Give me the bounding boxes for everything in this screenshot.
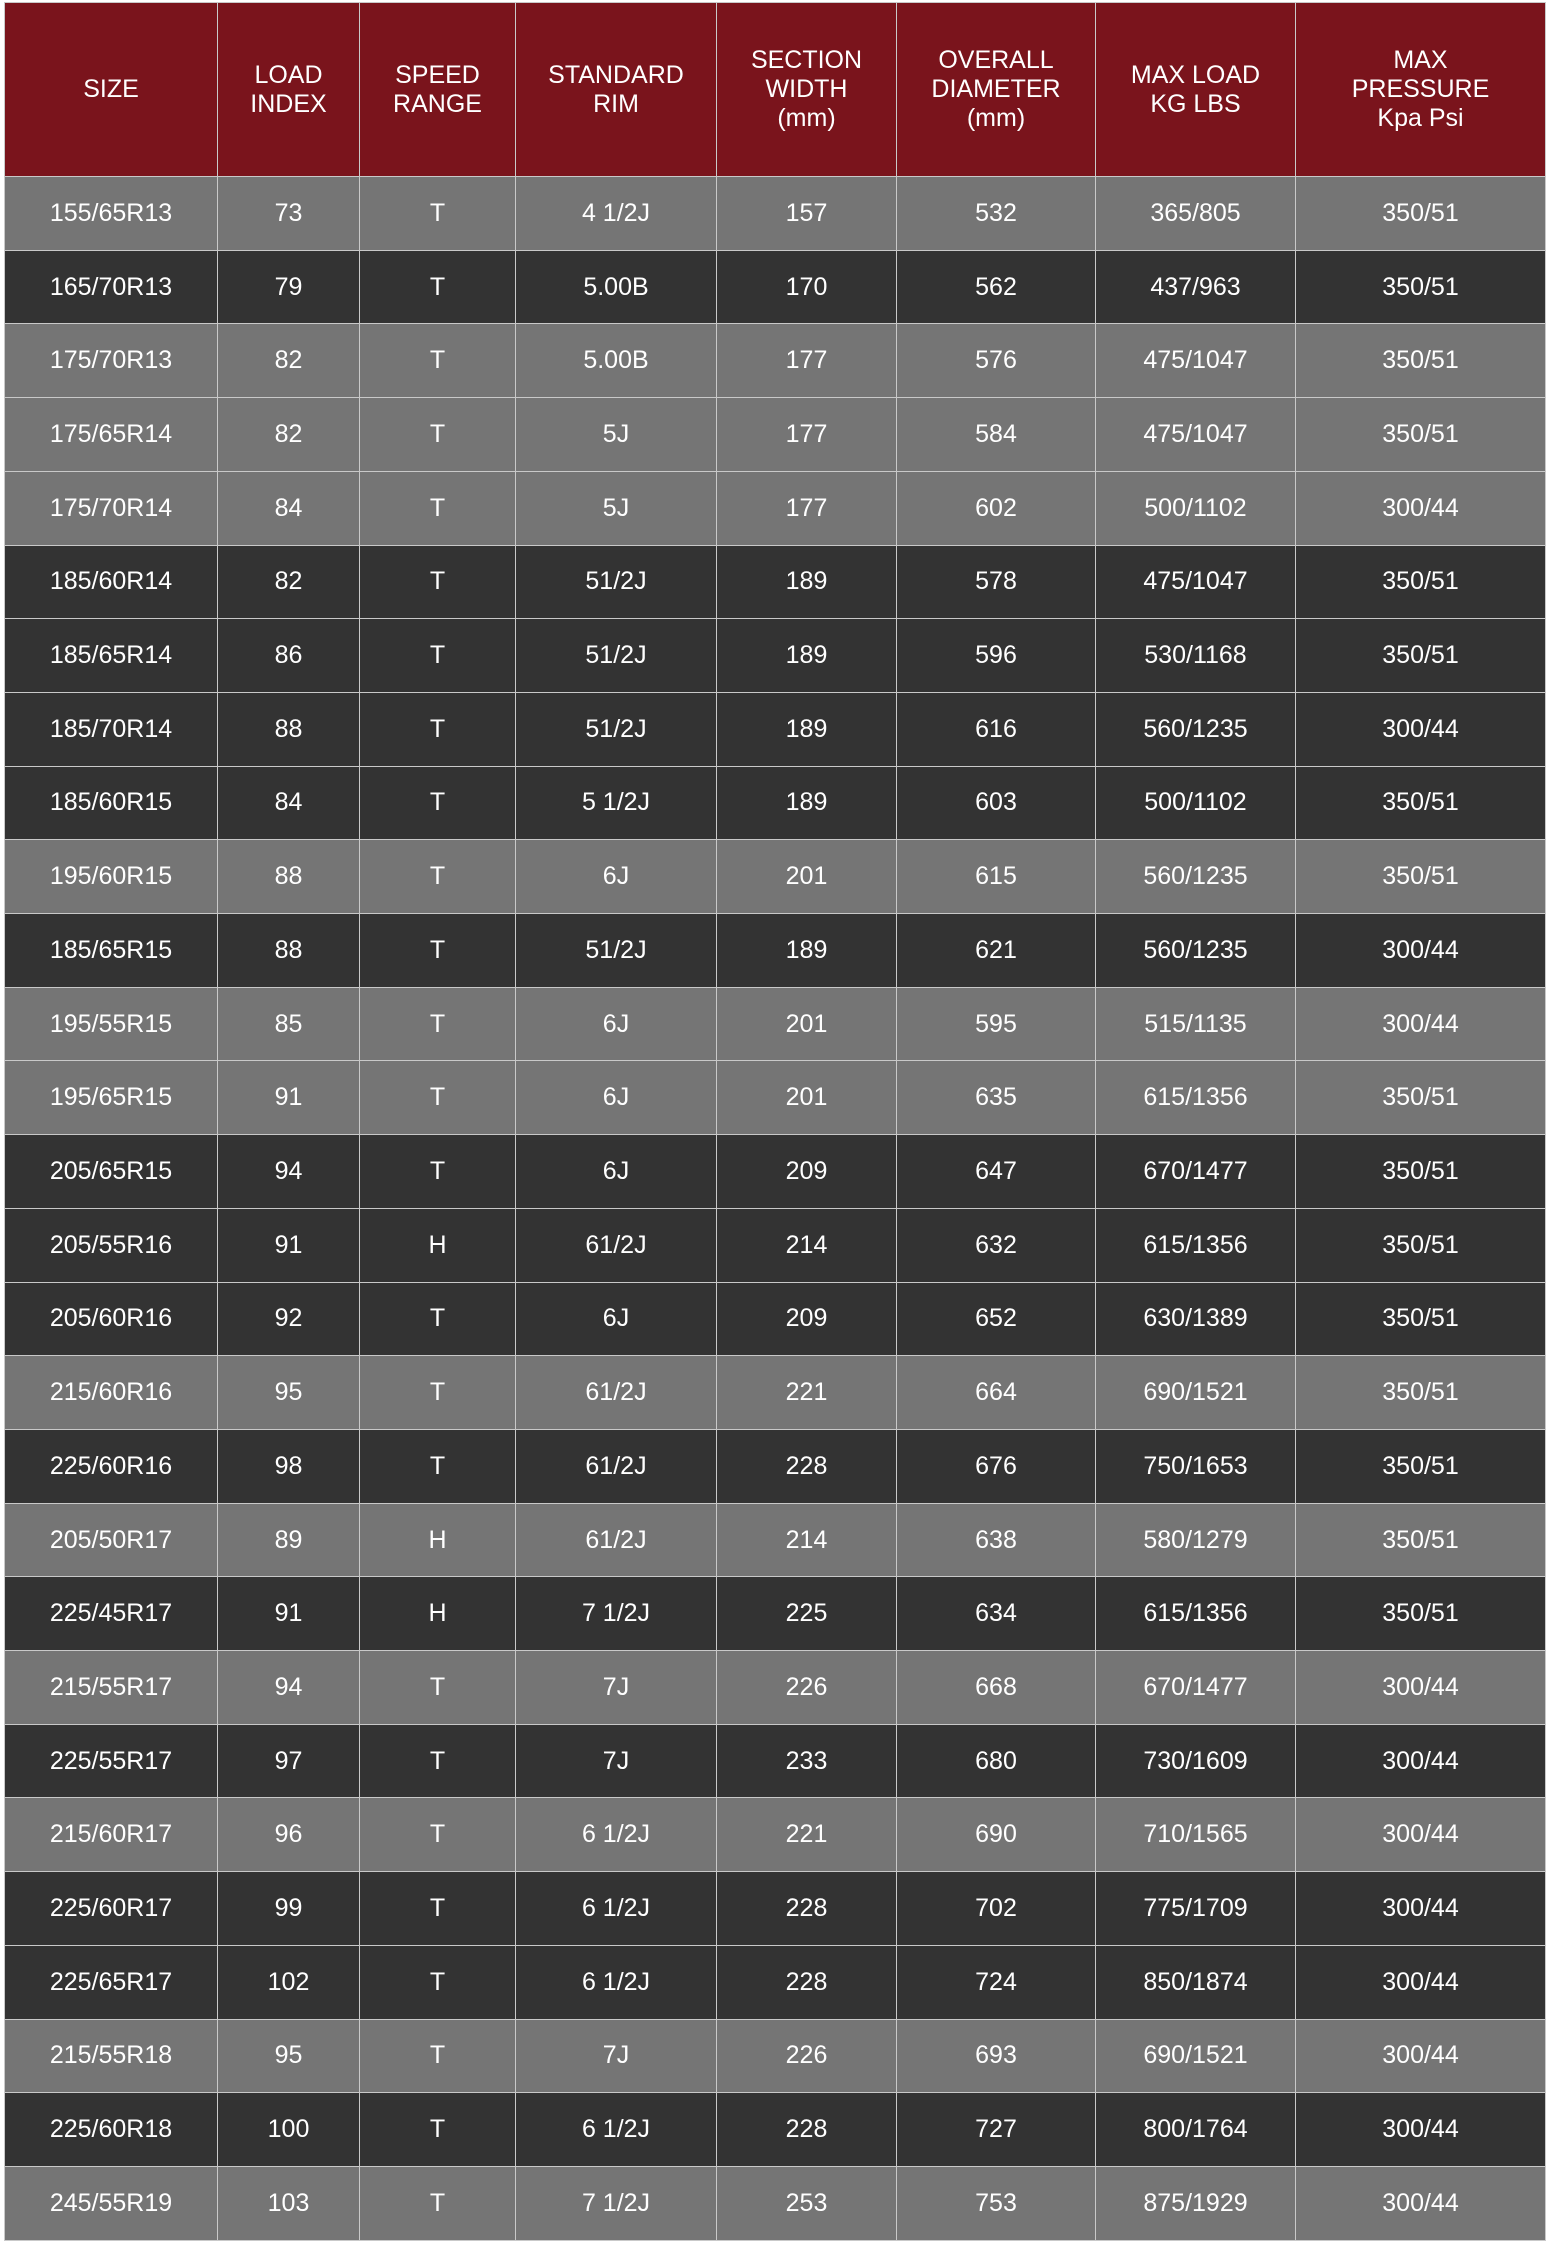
table-row (5, 471, 1546, 545)
speed-range-cell: T (360, 1282, 516, 1356)
size-cell: 195/55R15 (5, 987, 218, 1061)
standard-rim-cell: 5J (516, 471, 717, 545)
standard-rim-cell: 61/2J (516, 1429, 717, 1503)
max-pressure-cell: 350/51 (1296, 545, 1546, 619)
section-width-cell: 214 (717, 1208, 897, 1282)
section-width-cell: 209 (717, 1282, 897, 1356)
max-load-cell: 690/1521 (1096, 1356, 1296, 1430)
speed-range-cell: T (360, 987, 516, 1061)
max-pressure-cell: 300/44 (1296, 1798, 1546, 1872)
section-width-cell: 189 (717, 545, 897, 619)
load-index-cell: 97 (218, 1724, 360, 1798)
speed-range-cell: T (360, 840, 516, 914)
section-width-cell: 226 (717, 1651, 897, 1725)
column-header-speed-range: SPEED RANGE (360, 3, 516, 177)
table-row (5, 1282, 1546, 1356)
column-header-max-load: MAX LOAD KG LBS (1096, 3, 1296, 177)
table-row (5, 1798, 1546, 1872)
overall-diameter-cell: 584 (897, 398, 1096, 472)
speed-range-cell: T (360, 619, 516, 693)
load-index-cell: 84 (218, 471, 360, 545)
load-index-cell: 95 (218, 1356, 360, 1430)
section-width-cell: 253 (717, 2166, 897, 2240)
load-index-cell: 88 (218, 914, 360, 988)
section-width-cell: 221 (717, 1798, 897, 1872)
speed-range-cell: T (360, 324, 516, 398)
speed-range-cell: T (360, 1061, 516, 1135)
size-cell: 195/65R15 (5, 1061, 218, 1135)
standard-rim-cell: 6J (516, 1135, 717, 1209)
speed-range-cell: H (360, 1577, 516, 1651)
standard-rim-cell: 7 1/2J (516, 2166, 717, 2240)
load-index-cell: 88 (218, 840, 360, 914)
overall-diameter-cell: 576 (897, 324, 1096, 398)
max-pressure-cell: 300/44 (1296, 471, 1546, 545)
overall-diameter-cell: 652 (897, 1282, 1096, 1356)
table-row (5, 692, 1546, 766)
size-cell: 205/55R16 (5, 1208, 218, 1282)
table-row (5, 1135, 1546, 1209)
max-load-cell: 437/963 (1096, 250, 1296, 324)
table-row (5, 177, 1546, 251)
max-pressure-cell: 350/51 (1296, 1577, 1546, 1651)
table-row (5, 1872, 1546, 1946)
size-cell: 205/50R17 (5, 1503, 218, 1577)
overall-diameter-cell: 753 (897, 2166, 1096, 2240)
max-load-cell: 580/1279 (1096, 1503, 1296, 1577)
load-index-cell: 73 (218, 177, 360, 251)
table-header (5, 3, 1546, 177)
overall-diameter-cell: 690 (897, 1798, 1096, 1872)
speed-range-cell: T (360, 1135, 516, 1209)
standard-rim-cell: 5.00B (516, 250, 717, 324)
section-width-cell: 228 (717, 1872, 897, 1946)
load-index-cell: 94 (218, 1135, 360, 1209)
table-row (5, 914, 1546, 988)
table-row (5, 1577, 1546, 1651)
table-row (5, 766, 1546, 840)
max-load-cell: 730/1609 (1096, 1724, 1296, 1798)
overall-diameter-cell: 632 (897, 1208, 1096, 1282)
speed-range-cell: T (360, 2019, 516, 2093)
max-load-cell: 710/1565 (1096, 1798, 1296, 1872)
speed-range-cell: T (360, 250, 516, 324)
standard-rim-cell: 6J (516, 987, 717, 1061)
table-row (5, 840, 1546, 914)
load-index-cell: 85 (218, 987, 360, 1061)
section-width-cell: 201 (717, 1061, 897, 1135)
size-cell: 155/65R13 (5, 177, 218, 251)
table-row (5, 987, 1546, 1061)
section-width-cell: 201 (717, 840, 897, 914)
section-width-cell: 225 (717, 1577, 897, 1651)
section-width-cell: 214 (717, 1503, 897, 1577)
max-pressure-cell: 350/51 (1296, 840, 1546, 914)
max-load-cell: 475/1047 (1096, 398, 1296, 472)
load-index-cell: 99 (218, 1872, 360, 1946)
size-cell: 215/60R17 (5, 1798, 218, 1872)
load-index-cell: 91 (218, 1208, 360, 1282)
section-width-cell: 189 (717, 692, 897, 766)
size-cell: 175/70R14 (5, 471, 218, 545)
max-pressure-cell: 350/51 (1296, 1356, 1546, 1430)
max-pressure-cell: 300/44 (1296, 2019, 1546, 2093)
standard-rim-cell: 6J (516, 840, 717, 914)
max-load-cell: 630/1389 (1096, 1282, 1296, 1356)
max-load-cell: 475/1047 (1096, 324, 1296, 398)
max-pressure-cell: 350/51 (1296, 177, 1546, 251)
overall-diameter-cell: 724 (897, 1945, 1096, 2019)
header-row (5, 3, 1546, 177)
standard-rim-cell: 7J (516, 1651, 717, 1725)
max-load-cell: 670/1477 (1096, 1135, 1296, 1209)
max-load-cell: 365/805 (1096, 177, 1296, 251)
max-load-cell: 670/1477 (1096, 1651, 1296, 1725)
section-width-cell: 189 (717, 914, 897, 988)
speed-range-cell: T (360, 177, 516, 251)
overall-diameter-cell: 596 (897, 619, 1096, 693)
overall-diameter-cell: 635 (897, 1061, 1096, 1135)
standard-rim-cell: 7J (516, 1724, 717, 1798)
max-pressure-cell: 350/51 (1296, 1061, 1546, 1135)
speed-range-cell: T (360, 1429, 516, 1503)
table-row (5, 1061, 1546, 1135)
load-index-cell: 98 (218, 1429, 360, 1503)
max-pressure-cell: 300/44 (1296, 1724, 1546, 1798)
overall-diameter-cell: 616 (897, 692, 1096, 766)
max-load-cell: 615/1356 (1096, 1577, 1296, 1651)
max-load-cell: 875/1929 (1096, 2166, 1296, 2240)
overall-diameter-cell: 664 (897, 1356, 1096, 1430)
load-index-cell: 82 (218, 324, 360, 398)
column-header-overall-diameter: OVERALL DIAMETER (mm) (897, 3, 1096, 177)
table-row (5, 398, 1546, 472)
speed-range-cell: H (360, 1208, 516, 1282)
load-index-cell: 91 (218, 1061, 360, 1135)
overall-diameter-cell: 676 (897, 1429, 1096, 1503)
column-header-max-pressure: MAX PRESSURE Kpa Psi (1296, 3, 1546, 177)
max-load-cell: 560/1235 (1096, 914, 1296, 988)
size-cell: 185/70R14 (5, 692, 218, 766)
overall-diameter-cell: 638 (897, 1503, 1096, 1577)
load-index-cell: 79 (218, 250, 360, 324)
table-row (5, 1651, 1546, 1725)
section-width-cell: 221 (717, 1356, 897, 1430)
speed-range-cell: T (360, 1798, 516, 1872)
max-pressure-cell: 300/44 (1296, 692, 1546, 766)
table-row (5, 2019, 1546, 2093)
max-load-cell: 615/1356 (1096, 1061, 1296, 1135)
max-pressure-cell: 350/51 (1296, 324, 1546, 398)
overall-diameter-cell: 693 (897, 2019, 1096, 2093)
overall-diameter-cell: 668 (897, 1651, 1096, 1725)
size-cell: 225/55R17 (5, 1724, 218, 1798)
max-pressure-cell: 350/51 (1296, 1429, 1546, 1503)
table-row (5, 545, 1546, 619)
column-header-section-width: SECTION WIDTH (mm) (717, 3, 897, 177)
standard-rim-cell: 51/2J (516, 619, 717, 693)
standard-rim-cell: 6J (516, 1061, 717, 1135)
max-pressure-cell: 300/44 (1296, 987, 1546, 1061)
speed-range-cell: T (360, 1356, 516, 1430)
load-index-cell: 100 (218, 2093, 360, 2167)
standard-rim-cell: 4 1/2J (516, 177, 717, 251)
column-header-size: SIZE (5, 3, 218, 177)
overall-diameter-cell: 603 (897, 766, 1096, 840)
column-header-load-index: LOAD INDEX (218, 3, 360, 177)
section-width-cell: 228 (717, 2093, 897, 2167)
max-load-cell: 800/1764 (1096, 2093, 1296, 2167)
table-row (5, 619, 1546, 693)
section-width-cell: 228 (717, 1945, 897, 2019)
size-cell: 185/65R15 (5, 914, 218, 988)
max-pressure-cell: 350/51 (1296, 1208, 1546, 1282)
section-width-cell: 233 (717, 1724, 897, 1798)
max-pressure-cell: 350/51 (1296, 1503, 1546, 1577)
standard-rim-cell: 61/2J (516, 1208, 717, 1282)
speed-range-cell: T (360, 1651, 516, 1725)
load-index-cell: 89 (218, 1503, 360, 1577)
size-cell: 215/55R18 (5, 2019, 218, 2093)
load-index-cell: 103 (218, 2166, 360, 2240)
section-width-cell: 189 (717, 766, 897, 840)
section-width-cell: 157 (717, 177, 897, 251)
standard-rim-cell: 61/2J (516, 1356, 717, 1430)
size-cell: 175/65R14 (5, 398, 218, 472)
size-cell: 205/60R16 (5, 1282, 218, 1356)
load-index-cell: 91 (218, 1577, 360, 1651)
speed-range-cell: T (360, 1945, 516, 2019)
standard-rim-cell: 7 1/2J (516, 1577, 717, 1651)
max-load-cell: 530/1168 (1096, 619, 1296, 693)
table-row (5, 1356, 1546, 1430)
size-cell: 225/60R18 (5, 2093, 218, 2167)
max-load-cell: 850/1874 (1096, 1945, 1296, 2019)
standard-rim-cell: 51/2J (516, 545, 717, 619)
speed-range-cell: T (360, 692, 516, 766)
speed-range-cell: T (360, 766, 516, 840)
max-pressure-cell: 300/44 (1296, 1651, 1546, 1725)
speed-range-cell: T (360, 2166, 516, 2240)
size-cell: 225/60R17 (5, 1872, 218, 1946)
standard-rim-cell: 6 1/2J (516, 2093, 717, 2167)
load-index-cell: 94 (218, 1651, 360, 1725)
speed-range-cell: T (360, 1872, 516, 1946)
max-load-cell: 615/1356 (1096, 1208, 1296, 1282)
size-cell: 215/55R17 (5, 1651, 218, 1725)
speed-range-cell: T (360, 914, 516, 988)
max-load-cell: 775/1709 (1096, 1872, 1296, 1946)
speed-range-cell: T (360, 2093, 516, 2167)
section-width-cell: 189 (717, 619, 897, 693)
overall-diameter-cell: 634 (897, 1577, 1096, 1651)
size-cell: 205/65R15 (5, 1135, 218, 1209)
table-row (5, 2093, 1546, 2167)
load-index-cell: 95 (218, 2019, 360, 2093)
max-pressure-cell: 300/44 (1296, 1945, 1546, 2019)
speed-range-cell: T (360, 398, 516, 472)
overall-diameter-cell: 578 (897, 545, 1096, 619)
size-cell: 195/60R15 (5, 840, 218, 914)
table-row (5, 2166, 1546, 2240)
max-load-cell: 515/1135 (1096, 987, 1296, 1061)
max-pressure-cell: 350/51 (1296, 1135, 1546, 1209)
table-row (5, 324, 1546, 398)
table-row (5, 250, 1546, 324)
max-load-cell: 560/1235 (1096, 840, 1296, 914)
table-row (5, 1945, 1546, 2019)
overall-diameter-cell: 562 (897, 250, 1096, 324)
size-cell: 185/60R15 (5, 766, 218, 840)
max-pressure-cell: 300/44 (1296, 2093, 1546, 2167)
size-cell: 165/70R13 (5, 250, 218, 324)
table-body (5, 177, 1546, 2241)
section-width-cell: 177 (717, 471, 897, 545)
max-pressure-cell: 300/44 (1296, 1872, 1546, 1946)
section-width-cell: 177 (717, 324, 897, 398)
max-pressure-cell: 350/51 (1296, 766, 1546, 840)
speed-range-cell: T (360, 471, 516, 545)
overall-diameter-cell: 615 (897, 840, 1096, 914)
table-row (5, 1208, 1546, 1282)
size-cell: 185/65R14 (5, 619, 218, 693)
load-index-cell: 102 (218, 1945, 360, 2019)
max-load-cell: 475/1047 (1096, 545, 1296, 619)
section-width-cell: 228 (717, 1429, 897, 1503)
standard-rim-cell: 5J (516, 398, 717, 472)
size-cell: 185/60R14 (5, 545, 218, 619)
size-cell: 225/65R17 (5, 1945, 218, 2019)
section-width-cell: 201 (717, 987, 897, 1061)
standard-rim-cell: 6 1/2J (516, 1872, 717, 1946)
load-index-cell: 84 (218, 766, 360, 840)
standard-rim-cell: 51/2J (516, 692, 717, 766)
speed-range-cell: T (360, 545, 516, 619)
load-index-cell: 92 (218, 1282, 360, 1356)
table-row (5, 1503, 1546, 1577)
table-row (5, 1724, 1546, 1798)
load-index-cell: 88 (218, 692, 360, 766)
standard-rim-cell: 5.00B (516, 324, 717, 398)
standard-rim-cell: 6 1/2J (516, 1798, 717, 1872)
overall-diameter-cell: 595 (897, 987, 1096, 1061)
standard-rim-cell: 6 1/2J (516, 1945, 717, 2019)
overall-diameter-cell: 621 (897, 914, 1096, 988)
column-header-standard-rim: STANDARD RIM (516, 3, 717, 177)
max-load-cell: 500/1102 (1096, 471, 1296, 545)
max-pressure-cell: 350/51 (1296, 619, 1546, 693)
standard-rim-cell: 7J (516, 2019, 717, 2093)
speed-range-cell: T (360, 1724, 516, 1798)
size-cell: 215/60R16 (5, 1356, 218, 1430)
section-width-cell: 226 (717, 2019, 897, 2093)
load-index-cell: 86 (218, 619, 360, 693)
overall-diameter-cell: 602 (897, 471, 1096, 545)
overall-diameter-cell: 680 (897, 1724, 1096, 1798)
load-index-cell: 96 (218, 1798, 360, 1872)
overall-diameter-cell: 727 (897, 2093, 1096, 2167)
max-load-cell: 500/1102 (1096, 766, 1296, 840)
size-cell: 225/60R16 (5, 1429, 218, 1503)
max-pressure-cell: 350/51 (1296, 250, 1546, 324)
size-cell: 175/70R13 (5, 324, 218, 398)
section-width-cell: 170 (717, 250, 897, 324)
standard-rim-cell: 61/2J (516, 1503, 717, 1577)
section-width-cell: 177 (717, 398, 897, 472)
size-cell: 225/45R17 (5, 1577, 218, 1651)
standard-rim-cell: 51/2J (516, 914, 717, 988)
standard-rim-cell: 5 1/2J (516, 766, 717, 840)
overall-diameter-cell: 647 (897, 1135, 1096, 1209)
max-pressure-cell: 350/51 (1296, 398, 1546, 472)
max-pressure-cell: 350/51 (1296, 1282, 1546, 1356)
load-index-cell: 82 (218, 398, 360, 472)
speed-range-cell: H (360, 1503, 516, 1577)
max-load-cell: 690/1521 (1096, 2019, 1296, 2093)
load-index-cell: 82 (218, 545, 360, 619)
overall-diameter-cell: 702 (897, 1872, 1096, 1946)
max-pressure-cell: 300/44 (1296, 914, 1546, 988)
standard-rim-cell: 6J (516, 1282, 717, 1356)
table-row (5, 1429, 1546, 1503)
overall-diameter-cell: 532 (897, 177, 1096, 251)
size-cell: 245/55R19 (5, 2166, 218, 2240)
tire-spec-table (4, 2, 1546, 2241)
max-load-cell: 750/1653 (1096, 1429, 1296, 1503)
section-width-cell: 209 (717, 1135, 897, 1209)
max-load-cell: 560/1235 (1096, 692, 1296, 766)
max-pressure-cell: 300/44 (1296, 2166, 1546, 2240)
